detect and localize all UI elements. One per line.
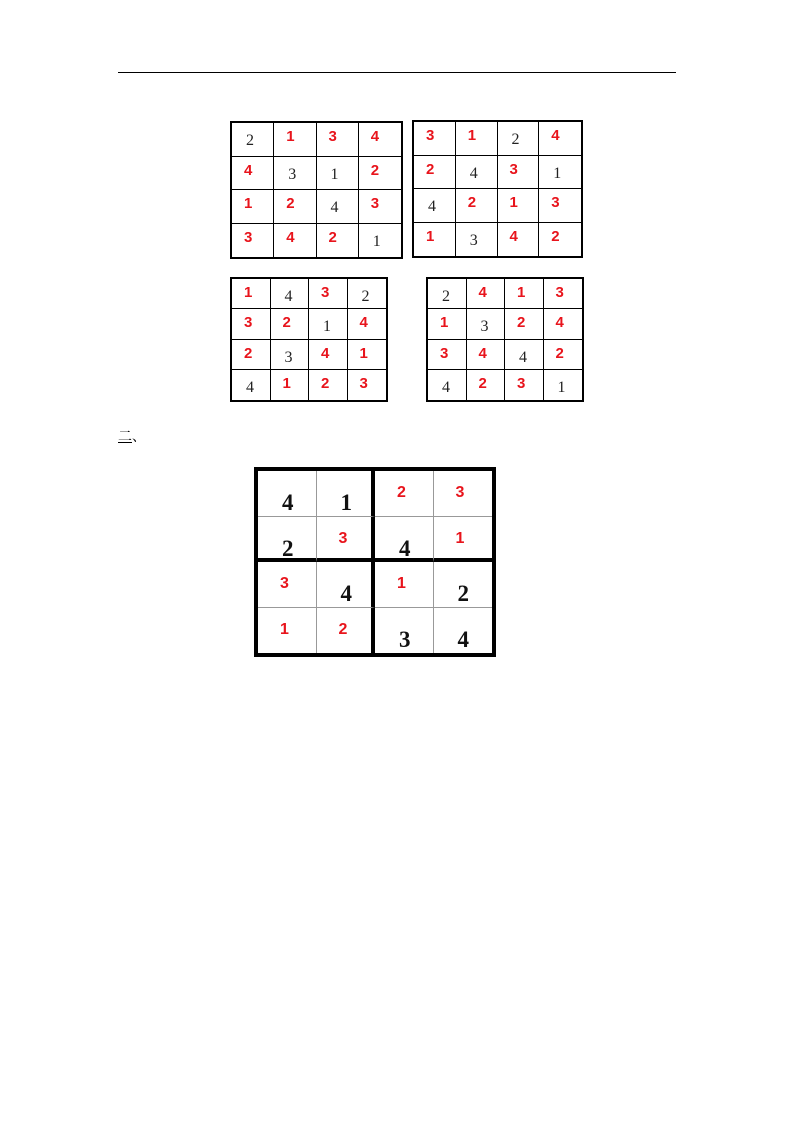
given-digit: 1 (372, 232, 381, 250)
sudoku-cell (467, 340, 506, 370)
sudoku-cell (539, 223, 581, 257)
given-digit: 3 (284, 348, 293, 366)
sudoku-cell (505, 340, 544, 370)
sudoku-cell (274, 157, 316, 191)
given-digit: 2 (361, 288, 370, 305)
sudoku-cell (505, 370, 544, 400)
answer-digit: 1 (455, 529, 465, 547)
given-digit: 2 (511, 131, 520, 148)
answer-digit: 3 (359, 374, 368, 392)
answer-digit: 2 (467, 194, 477, 211)
sudoku-cell (544, 279, 583, 309)
given-digit: 4 (469, 164, 478, 182)
sudoku-cell (434, 562, 493, 608)
sudoku-cell (232, 157, 274, 191)
sudoku-cell (258, 608, 317, 654)
given-digit: 4 (340, 581, 352, 606)
sudoku-cell (348, 340, 387, 370)
answer-digit: 2 (321, 374, 330, 392)
sudoku-cell (232, 370, 271, 400)
given-digit: 4 (284, 288, 293, 305)
answer-digit: 4 (478, 284, 487, 301)
sudoku-cell (317, 190, 359, 224)
given-digit: 4 (282, 490, 294, 515)
sudoku-cell (498, 156, 540, 190)
sudoku-cell (434, 517, 493, 563)
sudoku-cell (428, 370, 467, 400)
answer-digit: 2 (397, 484, 406, 501)
sudoku-cell (348, 370, 387, 400)
sudoku-cell (317, 562, 376, 608)
given-digit: 2 (457, 581, 469, 606)
sudoku-cell (467, 279, 506, 309)
answer-digit: 1 (517, 284, 526, 301)
given-digit: 1 (557, 378, 566, 396)
sudoku-cell (274, 224, 316, 258)
answer-digit: 3 (370, 195, 380, 212)
sudoku-cell (232, 279, 271, 309)
sudoku-cell (317, 123, 359, 157)
sudoku-cell (498, 189, 540, 223)
sudoku-cell (539, 189, 581, 223)
sudoku-cell (539, 122, 581, 156)
sudoku-grid-bottom-right (426, 277, 584, 402)
answer-digit: 3 (244, 228, 253, 246)
given-digit: 2 (442, 288, 450, 305)
answer-digit: 1 (244, 284, 253, 301)
answer-digit: 4 (370, 128, 380, 145)
given-digit: 4 (428, 198, 436, 215)
sudoku-cell (317, 608, 376, 654)
answer-digit: 4 (555, 314, 564, 332)
sudoku-cell (414, 122, 456, 156)
given-digit: 1 (323, 318, 331, 336)
sudoku-cell (375, 608, 434, 654)
answer-digit: 4 (244, 161, 253, 179)
sudoku-cell (348, 309, 387, 339)
sudoku-cell (375, 471, 434, 517)
answer-digit: 1 (244, 195, 253, 212)
answer-digit: 4 (321, 344, 330, 362)
given-digit: 4 (330, 199, 339, 216)
given-digit: 1 (330, 165, 339, 183)
answer-digit: 3 (455, 484, 465, 501)
answer-digit: 3 (555, 284, 564, 301)
answer-digit: 2 (286, 195, 295, 212)
answer-digit: 3 (509, 160, 518, 178)
answer-digit: 1 (426, 227, 435, 245)
sudoku-cell (467, 370, 506, 400)
given-digit: 4 (399, 535, 411, 561)
sudoku-cell (375, 517, 434, 563)
answer-digit: 4 (551, 127, 560, 144)
sudoku-cell (498, 223, 540, 257)
answer-digit: 3 (244, 314, 253, 332)
sudoku-cell (274, 123, 316, 157)
answer-digit: 1 (282, 374, 291, 392)
answer-digit: 3 (517, 374, 526, 392)
sudoku-cell (539, 156, 581, 190)
sudoku-cell (414, 189, 456, 223)
section-mark: 、 (132, 429, 146, 445)
answer-digit: 2 (478, 374, 487, 392)
sudoku-cell (309, 309, 348, 339)
sudoku-cell (271, 279, 310, 309)
given-digit: 3 (480, 318, 489, 336)
sudoku-cell (434, 608, 493, 654)
answer-digit: 3 (321, 284, 330, 301)
answer-digit: 3 (338, 529, 348, 547)
sudoku-cell (258, 517, 317, 563)
given-digit: 4 (246, 378, 254, 396)
given-digit: 4 (519, 348, 527, 366)
sudoku-cell (414, 223, 456, 257)
sudoku-cell (467, 309, 506, 339)
sudoku-cell (232, 224, 274, 258)
sudoku-cell (317, 471, 376, 517)
sudoku-cell (359, 224, 401, 258)
sudoku-cell (274, 190, 316, 224)
answer-digit: 3 (328, 128, 337, 145)
answer-digit: 1 (397, 575, 406, 592)
answer-digit: 2 (282, 314, 291, 332)
sudoku-grid-large (254, 467, 496, 657)
given-digit: 3 (288, 165, 297, 183)
answer-digit: 1 (359, 344, 368, 362)
given-digit: 3 (469, 231, 478, 249)
answer-digit: 4 (286, 228, 295, 246)
sudoku-cell (359, 123, 401, 157)
given-digit: 1 (340, 490, 352, 515)
sudoku-cell (359, 157, 401, 191)
sudoku-cell (232, 190, 274, 224)
given-digit: 3 (399, 626, 411, 652)
sudoku-cell (232, 340, 271, 370)
answer-digit: 2 (244, 344, 253, 362)
sudoku-cell (271, 340, 310, 370)
sudoku-cell (428, 309, 467, 339)
given-digit: 2 (246, 132, 254, 149)
sudoku-cell (317, 224, 359, 258)
given-digit: 1 (553, 164, 562, 182)
sudoku-cell (271, 370, 310, 400)
given-digit: 2 (282, 535, 294, 561)
sudoku-cell (456, 122, 498, 156)
sudoku-cell (544, 370, 583, 400)
sudoku-cell (232, 309, 271, 339)
sudoku-cell (309, 279, 348, 309)
given-digit: 4 (457, 626, 469, 652)
answer-digit: 1 (509, 194, 518, 211)
answer-digit: 2 (370, 161, 380, 179)
sudoku-cell (309, 370, 348, 400)
sudoku-cell (271, 309, 310, 339)
given-digit: 4 (442, 378, 450, 396)
answer-digit: 2 (426, 160, 435, 178)
answer-digit: 2 (517, 314, 526, 332)
answer-digit: 4 (359, 314, 368, 332)
sudoku-cell (414, 156, 456, 190)
sudoku-cell (505, 279, 544, 309)
sudoku-cell (544, 340, 583, 370)
section-number: 二 (118, 429, 132, 445)
sudoku-cell (317, 517, 376, 563)
sudoku-cell (309, 340, 348, 370)
header-rule (118, 72, 676, 73)
answer-digit: 2 (338, 620, 348, 638)
answer-digit: 4 (478, 344, 487, 362)
sudoku-cell (348, 279, 387, 309)
answer-digit: 3 (280, 575, 289, 592)
answer-digit: 3 (440, 344, 449, 362)
answer-digit: 1 (467, 127, 477, 144)
answer-digit: 2 (328, 228, 337, 246)
sudoku-grid-top-right (412, 120, 583, 258)
sudoku-cell (456, 223, 498, 257)
sudoku-cell (544, 309, 583, 339)
sudoku-cell (317, 157, 359, 191)
sudoku-grid-top-left (230, 121, 403, 259)
answer-digit: 1 (280, 620, 289, 638)
answer-digit: 1 (286, 128, 295, 145)
sudoku-cell (434, 471, 493, 517)
sudoku-cell (428, 340, 467, 370)
sudoku-grid-bottom-left (230, 277, 388, 402)
answer-digit: 1 (440, 314, 449, 332)
sudoku-cell (258, 562, 317, 608)
sudoku-cell (359, 190, 401, 224)
sudoku-cell (258, 471, 317, 517)
answer-digit: 4 (509, 227, 518, 245)
answer-digit: 2 (551, 227, 560, 245)
answer-digit: 3 (426, 127, 435, 144)
sudoku-cell (456, 156, 498, 190)
sudoku-cell (505, 309, 544, 339)
answer-digit: 2 (555, 344, 564, 362)
section-two-label (118, 426, 146, 446)
answer-digit: 3 (551, 194, 560, 211)
sudoku-cell (375, 562, 434, 608)
sudoku-cell (456, 189, 498, 223)
sudoku-cell (428, 279, 467, 309)
sudoku-cell (498, 122, 540, 156)
sudoku-cell (232, 123, 274, 157)
